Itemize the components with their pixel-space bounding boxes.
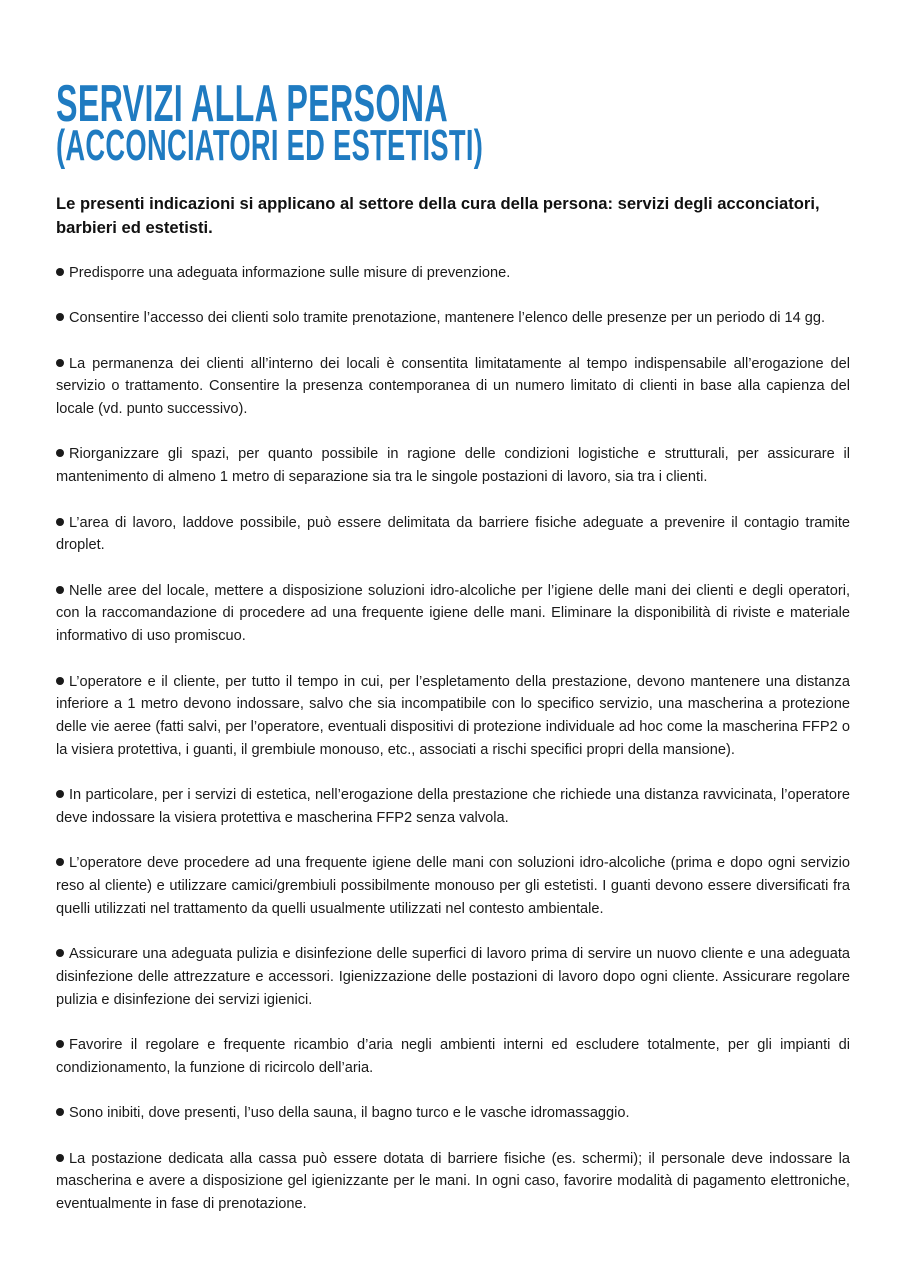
list-item-text: Sono inibiti, dove presenti, l’uso della sauna, il bagno turco e le vasche idromassaggio. [69,1105,630,1122]
list-item-text: La postazione dedicata alla cassa può essere dotata di barriere fisiche (es. schermi); il personale deve indossare la mascherina e avere a disposizione gel igienizzante per le mani. In ogni caso, favorire modalità di pagamento elettroniche, eventualmente in fase di prenotazione. [56,1150,850,1213]
document-page [56,75,850,1238]
bullet-icon [56,1040,64,1048]
list-item [56,852,850,920]
list-item [56,1102,850,1125]
bullet-icon [56,1108,64,1116]
bullet-icon [56,858,64,866]
bullet-icon [56,449,64,457]
list-item [56,1148,850,1216]
list-item-text: Consentire l’accesso dei clienti solo tramite prenotazione, mantenere l’elenco delle presenze per un periodo di 14 gg. [69,310,826,327]
title-line-2: (ACCONCIATORI ED ESTETISTI) [56,121,484,170]
page-title [56,75,548,170]
title-line-1: SERVIZI ALLA PERSONA [56,75,448,133]
guidelines-list [56,262,850,1216]
bullet-icon [56,1154,64,1162]
list-item-text: La permanenza dei clienti all’interno dei locali è consentita limitatamente al tempo indispensabile all’erogazione del servizio o trattamento. Consentire la presenza contemporanea di un numero limitato di clienti in base alla capienza del locale (vd. punto successivo). [56,355,850,418]
list-item [56,784,850,830]
bullet-icon [56,268,64,276]
list-item-text: Predisporre una adeguata informazione sulle misure di prevenzione. [69,265,511,281]
list-item-text: L’operatore e il cliente, per tutto il tempo in cui, per l’espletamento della prestazione, devono mantenere una distanza inferiore a 1 metro devono indossare, salvo che sia incompatibile con lo specifico servizio, una mascherina a protezione delle vie aeree (fatti salvi, per l’operatore, eventuali dispositivi di protezione individuale ad hoc come la mascherina FFP2 o la visiera protettiva, i guanti, il grembiule monouso, etc., associati a rischi specifici propri della mansione). [56,673,850,758]
list-item [56,580,850,648]
list-item-text: Favorire il regolare e frequente ricambio d’aria negli ambienti interni ed escludere totalmente, per gli impianti di condizionamento, la funzione di ricircolo dell’aria. [56,1037,850,1076]
list-item-text: L’operatore deve procedere ad una frequente igiene delle mani con soluzioni idro-alcoliche (prima e dopo ogni servizio reso al cliente) e utilizzare camici/grembiuli possibilmente monouso per gli estetisti. I guanti devono essere diversificati fra quelli utilizzati nel trattamento da quelli usualmente utilizzati nel contesto ambientale. [56,855,850,917]
bullet-icon [56,949,64,957]
list-item [56,262,850,285]
list-item-text: In particolare, per i servizi di estetica, nell’erogazione della prestazione che richiede una distanza ravvicinata, l’operatore deve indossare la visiera protettiva e mascherina FFP2 senza valvola. [56,787,850,827]
bullet-icon [56,313,64,321]
intro-paragraph: Le presenti indicazioni si applicano al settore della cura della persona: servizi degli acconciatori, barbieri ed estetisti. [56,194,820,237]
bullet-icon [56,586,64,594]
list-item [56,353,850,421]
list-item-text: Riorganizzare gli spazi, per quanto possibile in ragione delle condizioni logistiche e strutturali, per assicurare il mantenimento di almeno 1 metro di separazione sia tra le singole postazioni di lavoro, sia tra i clienti. [56,446,850,486]
list-item [56,512,850,558]
list-item-text: Nelle aree del locale, mettere a disposizione soluzioni idro-alcoliche per l’igiene delle mani dei clienti e degli operatori, con la raccomandazione di procedere ad una frequente igiene delle mani. Eliminare la disponibilità di riviste e materiale informativo di uso promiscuo. [56,582,850,645]
bullet-icon [56,677,64,685]
list-item [56,443,850,489]
list-item [56,671,850,762]
list-item-text: Assicurare una adeguata pulizia e disinfezione delle superfici di lavoro prima di servire un nuovo cliente e una adeguata disinfezione delle attrezzature e accessori. Igienizzazione delle postazioni di lavoro dopo ogni cliente. Assicurare regolare pulizia e disinfezione dei servizi igienici. [56,946,850,1008]
list-item [56,307,850,330]
list-item-text: L’area di lavoro, laddove possibile, può essere delimitata da barriere fisiche adeguate a prevenire il contagio tramite droplet. [56,514,850,554]
list-item [56,1034,850,1080]
bullet-icon [56,790,64,798]
list-item [56,943,850,1011]
bullet-icon [56,518,64,526]
bullet-icon [56,359,64,367]
